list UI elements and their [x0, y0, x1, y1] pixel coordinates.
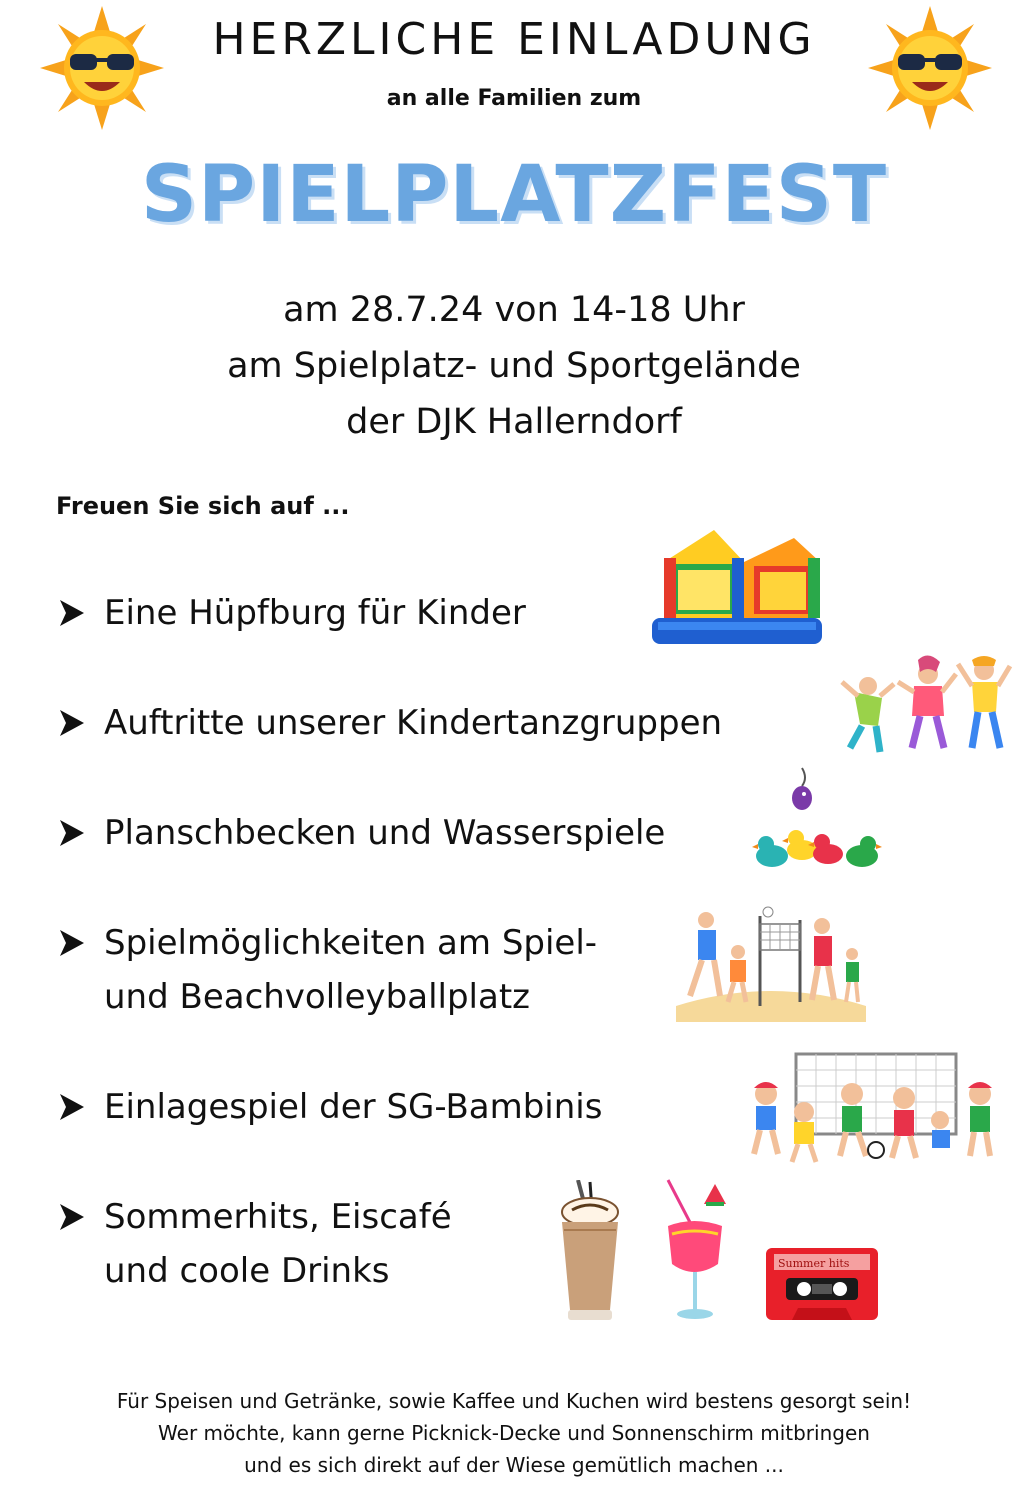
- cassette-icon: [764, 1246, 880, 1324]
- event-place-line1: am Spielplatz- und Sportgelände: [227, 346, 801, 386]
- list-item-label-cont: und coole Drinks: [104, 1251, 390, 1291]
- footer-note: [0, 1385, 1028, 1481]
- arrow-bullet-icon: [56, 806, 104, 860]
- arrow-bullet-icon: [56, 1190, 104, 1244]
- arrow-bullet-icon: [56, 1080, 104, 1134]
- dancing-kids-icon: [832, 652, 1018, 772]
- header-subtitle: an alle Familien zum: [386, 86, 642, 111]
- header-title: HERZLICHE EINLADUNG: [212, 14, 816, 65]
- cassette-label: Summer hits: [778, 1257, 850, 1270]
- list-item-label: Einlagespiel der SG-Bambinis: [104, 1087, 603, 1127]
- rubber-ducks-icon: [752, 764, 886, 880]
- list-item: [56, 696, 722, 750]
- arrow-bullet-icon: [56, 696, 104, 750]
- list-item: [56, 806, 665, 860]
- footer-line2: Wer möchte, kann gerne Picknick-Decke und Sonnenschirm mitbringen: [158, 1421, 870, 1445]
- event-details: [0, 282, 1028, 450]
- beach-volleyball-icon: [676, 906, 866, 1022]
- bouncy-castle-icon: [644, 522, 830, 650]
- event-title: SPIELPLATZFEST: [140, 150, 888, 240]
- event-place-line2: der DJK Hallerndorf: [346, 402, 682, 442]
- footer-line3: und es sich direkt auf der Wiese gemütlich machen ...: [244, 1453, 784, 1477]
- list-item-label: Auftritte unserer Kindertanzgruppen: [104, 703, 723, 743]
- footer-line1: Für Speisen und Getränke, sowie Kaffee und Kuchen wird bestens gesorgt sein!: [116, 1389, 912, 1413]
- list-item-label: Spielmöglichkeiten am Spiel-: [104, 923, 598, 963]
- list-item-label: Sommerhits, Eiscafé: [104, 1197, 452, 1237]
- arrow-bullet-icon: [56, 916, 104, 970]
- list-item-label: Eine Hüpfburg für Kinder: [104, 593, 526, 633]
- cocktail-icon: [658, 1176, 732, 1326]
- milkshake-icon: [550, 1180, 630, 1326]
- list-item-label: Planschbecken und Wasserspiele: [104, 813, 666, 853]
- list-item: [56, 586, 526, 640]
- list-item: [56, 916, 597, 1024]
- arrow-bullet-icon: [56, 586, 104, 640]
- list-item: [56, 1190, 452, 1298]
- intro-text: Freuen Sie sich auf ...: [56, 492, 350, 520]
- list-item: [56, 1080, 602, 1134]
- list-item-label-cont: und Beachvolleyballplatz: [104, 977, 531, 1017]
- event-date: am 28.7.24 von 14-18 Uhr: [283, 290, 745, 330]
- kids-soccer-icon: [744, 1050, 1004, 1166]
